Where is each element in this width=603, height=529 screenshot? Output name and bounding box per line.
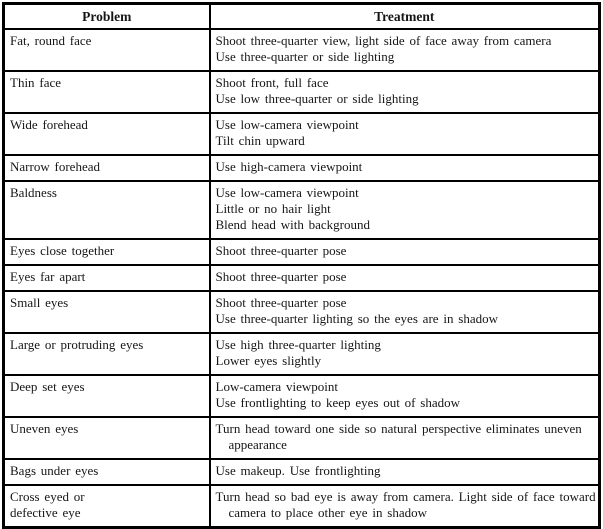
problem-cell — [4, 29, 210, 71]
problem-cell — [4, 181, 210, 239]
column-header-problem: Problem — [4, 4, 210, 30]
table-row — [4, 333, 600, 375]
treatment-cell — [210, 459, 600, 485]
header-row — [4, 4, 600, 30]
treatment-line: Use frontlighting to keep eyes out of shadow — [215, 395, 461, 410]
treatment-line: Use high-camera viewpoint — [215, 159, 363, 174]
treatment-cell — [210, 181, 600, 239]
treatment-cell — [210, 485, 600, 528]
column-header-treatment: Treatment — [210, 4, 600, 30]
treatment-line: Use high three-quarter lighting — [215, 337, 381, 352]
problem-cell — [4, 291, 210, 333]
treatment-line: Use low three-quarter or side lighting — [215, 91, 419, 106]
treatment-line: Use three-quarter lighting so the eyes are in shadow — [215, 311, 499, 326]
problem-cell — [4, 265, 210, 291]
table-row — [4, 155, 600, 181]
treatment-line: Shoot three-quarter pose — [215, 269, 347, 284]
table-row — [4, 375, 600, 417]
treatment-line: Blend head with background — [215, 217, 371, 232]
table-row — [4, 265, 600, 291]
problem-line: defective eye — [10, 505, 81, 520]
treatment-line: appearance — [228, 437, 287, 452]
problem-cell — [4, 375, 210, 417]
problem-cell — [4, 417, 210, 459]
table-row — [4, 485, 600, 528]
problem-cell — [4, 333, 210, 375]
problem-cell — [4, 155, 210, 181]
problem-line: Cross eyed or — [10, 489, 85, 504]
problem-line: Narrow forehead — [10, 159, 100, 174]
problem-cell — [4, 459, 210, 485]
treatment-cell — [210, 375, 600, 417]
treatment-line: Turn head toward one side so natural perspective eliminates uneven — [215, 421, 582, 436]
treatment-line: Shoot three-quarter pose — [215, 243, 347, 258]
table-row — [4, 181, 600, 239]
treatment-cell — [210, 29, 600, 71]
treatment-line: Lower eyes slightly — [215, 353, 322, 368]
treatment-cell — [210, 239, 600, 265]
treatment-cell — [210, 113, 600, 155]
problem-line: Large or protruding eyes — [10, 337, 144, 352]
table-row — [4, 239, 600, 265]
table-body — [4, 29, 600, 528]
treatment-line: Turn head so bad eye is away from camera. Light side of face toward — [215, 489, 596, 504]
treatment-line: Little or no hair light — [215, 201, 331, 216]
treatment-line: Shoot three-quarter pose — [215, 295, 347, 310]
treatment-line: Low-camera viewpoint — [215, 379, 338, 394]
problem-cell — [4, 239, 210, 265]
table-row — [4, 71, 600, 113]
problem-line: Small eyes — [10, 295, 69, 310]
problem-cell — [4, 113, 210, 155]
treatment-line: Use low-camera viewpoint — [215, 185, 359, 200]
problem-line: Baldness — [10, 185, 57, 200]
table-row — [4, 417, 600, 459]
treatment-line: Tilt chin upward — [215, 133, 305, 148]
problem-cell — [4, 71, 210, 113]
problem-line: Fat, round face — [10, 33, 92, 48]
table-row — [4, 29, 600, 71]
treatment-cell — [210, 265, 600, 291]
problem-line: Bags under eyes — [10, 463, 99, 478]
treatment-cell — [210, 291, 600, 333]
treatment-line: camera to place other eye in shadow — [228, 505, 427, 520]
problem-cell — [4, 485, 210, 528]
problem-line: Wide forehead — [10, 117, 88, 132]
treatment-cell — [210, 71, 600, 113]
treatment-line: Use makeup. Use frontlighting — [215, 463, 381, 478]
problem-line: Eyes far apart — [10, 269, 86, 284]
table-row — [4, 113, 600, 155]
treatment-cell — [210, 333, 600, 375]
problem-line: Uneven eyes — [10, 421, 79, 436]
treatment-line: Shoot three-quarter view, light side of face away from camera — [215, 33, 552, 48]
table-row — [4, 459, 600, 485]
problem-line: Eyes close together — [10, 243, 115, 258]
treatment-cell — [210, 417, 600, 459]
table-row — [4, 291, 600, 333]
treatment-cell — [210, 155, 600, 181]
problem-treatment-table — [2, 2, 601, 529]
problem-line: Thin face — [10, 75, 62, 90]
treatment-line: Use three-quarter or side lighting — [215, 49, 395, 64]
problem-line: Deep set eyes — [10, 379, 85, 394]
treatment-line: Shoot front, full face — [215, 75, 329, 90]
treatment-line: Use low-camera viewpoint — [215, 117, 359, 132]
